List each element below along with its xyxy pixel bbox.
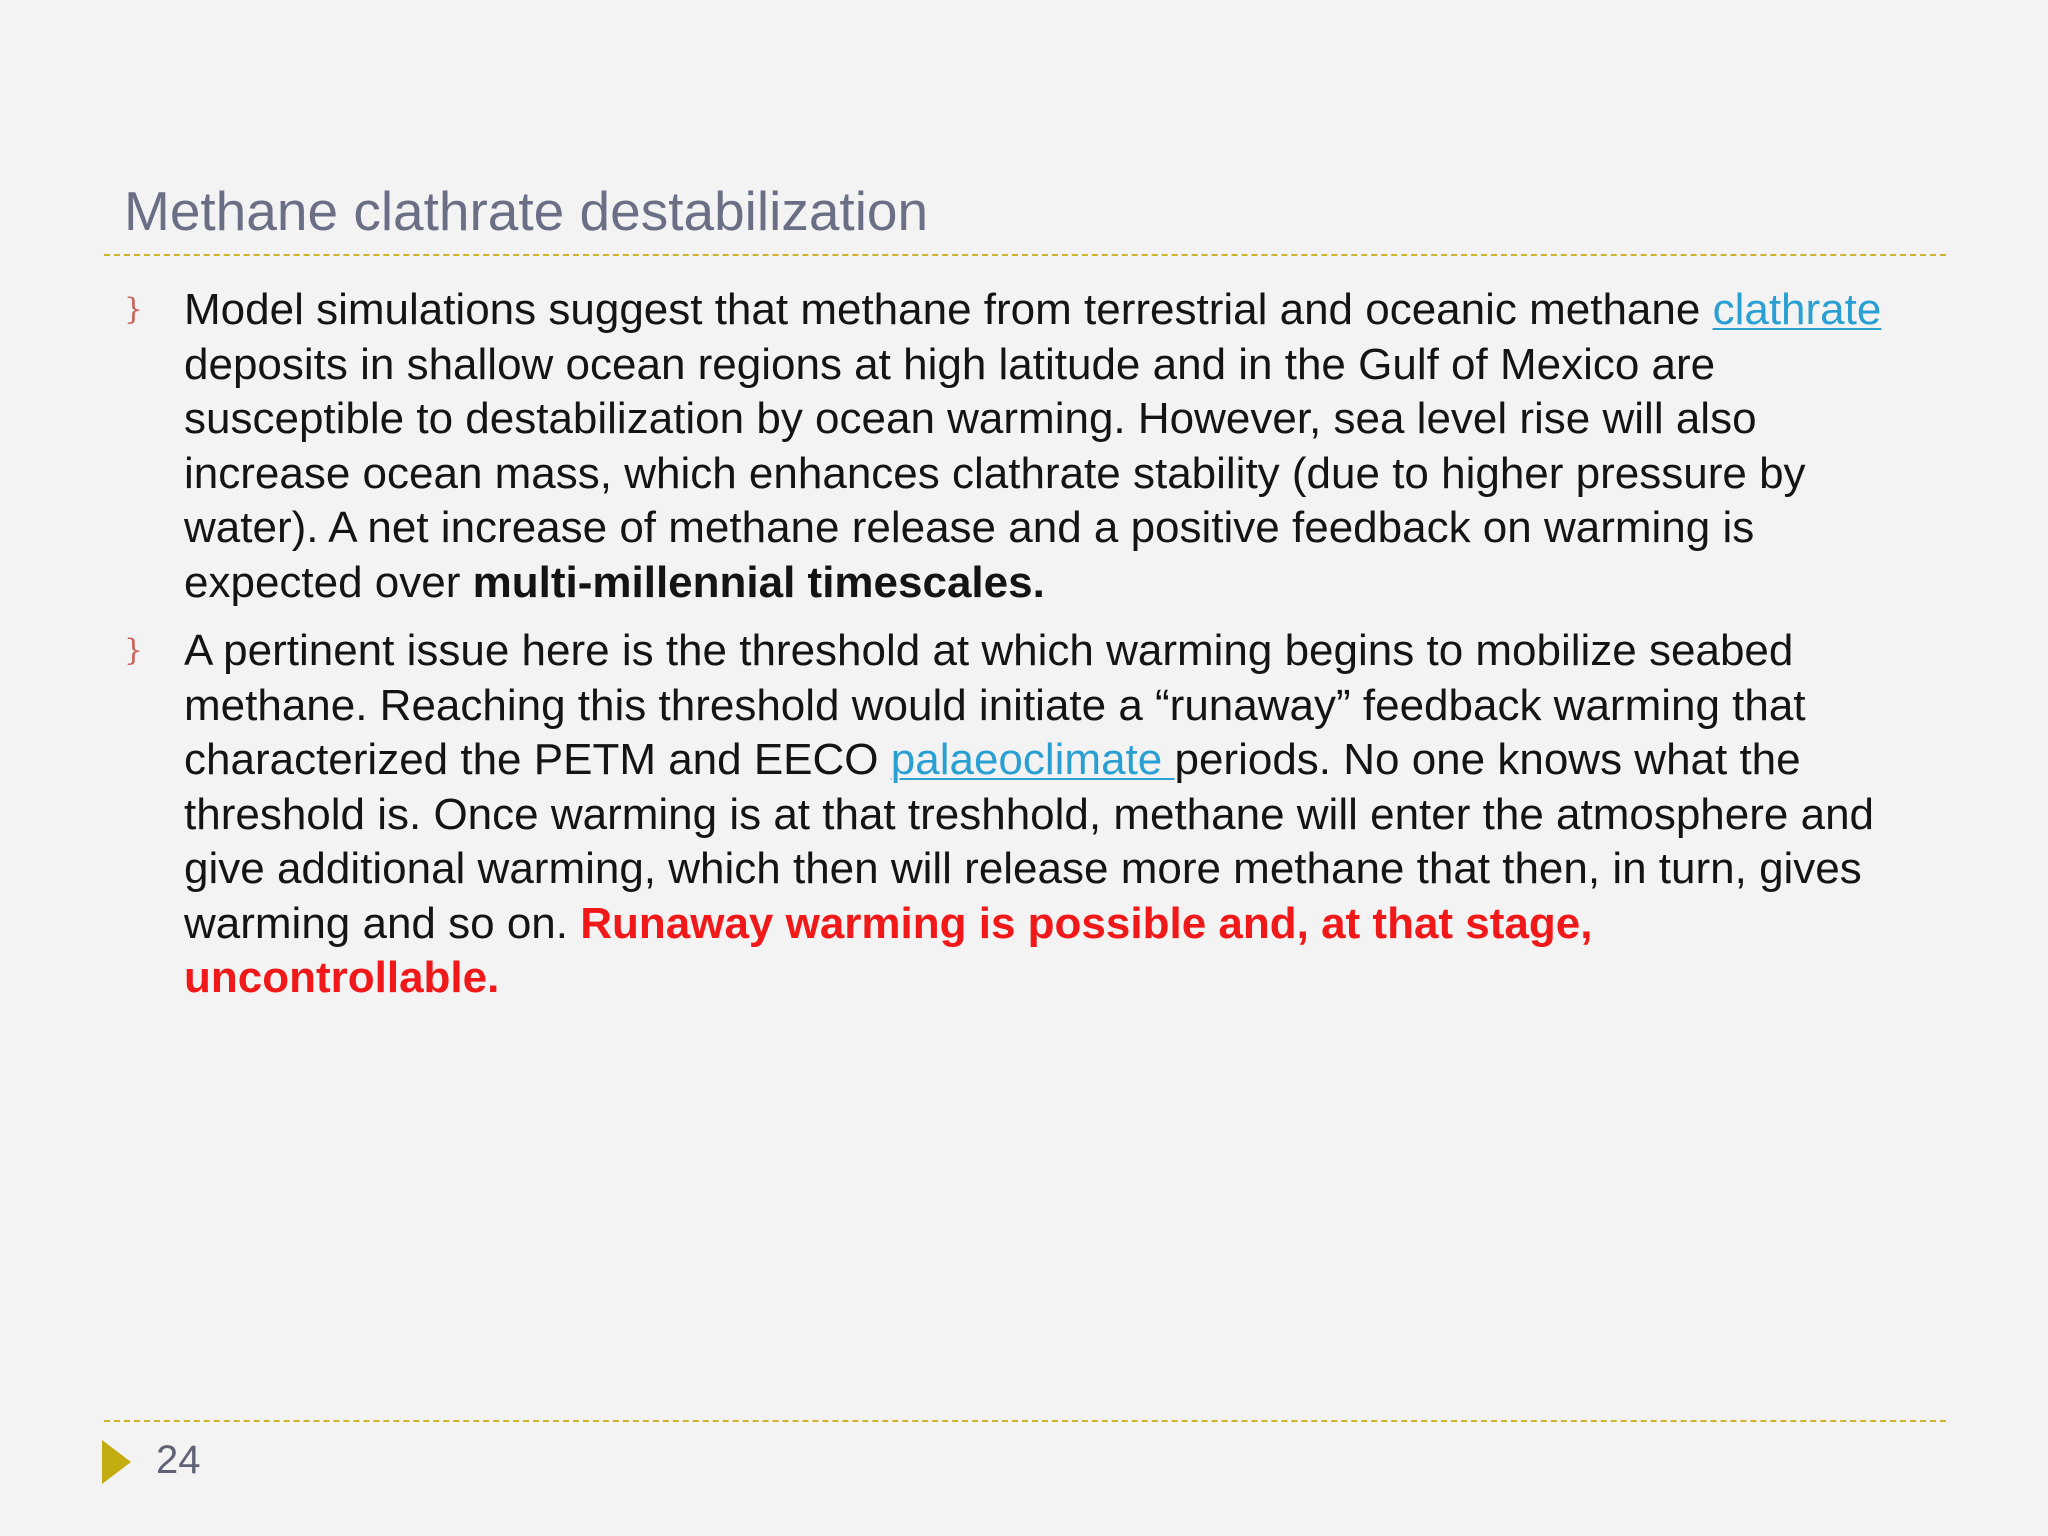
title-divider <box>104 254 1946 256</box>
bullet-text: Model simulations suggest that methane from terrestrial and oceanic methane <box>184 285 1713 334</box>
palaeoclimate-link[interactable]: palaeoclimate <box>890 735 1175 784</box>
bold-emphasis: multi-millennial timescales. <box>472 557 1045 607</box>
bullet-text-continued: deposits in shallow ocean regions at high latitude and in the Gulf of Mexico are susceptible to destabilization by ocean warming. However, sea level rise will also increase ocean mass, which enhances clathrate stability (due to higher pressure by water). A net increase of methane release and a positive feedback on warming is expected over <box>184 339 1806 607</box>
clathrate-link[interactable]: clathrate <box>1712 285 1882 334</box>
bullet-text-continued: periods. No one knows what the threshold is. Once warming is at that treshhold, methane will enter the atmosphere and give additional warming, which then will release more methane that then, in turn, gives warming and so on. <box>184 735 1875 948</box>
slide-title: Methane clathrate destabilization <box>124 180 929 242</box>
triangle-arrow-icon <box>102 1440 131 1484</box>
bullet-item-methane-simulations <box>124 283 1904 610</box>
footer-divider <box>104 1420 1946 1422</box>
bullet-marker: } <box>124 292 144 327</box>
bullet-marker: } <box>124 633 144 668</box>
bullet-list <box>124 283 1904 1006</box>
bullet-text: A pertinent issue here is the threshold at which warming begins to mobilize seabed methane. Reaching this threshold would initiate a “runaway” feedback warming that characterized the PETM and EECO <box>184 626 1806 784</box>
runaway-warning: Runaway warming is possible and, at that stage, uncontrollable. <box>184 898 1593 1002</box>
page-number: 24 <box>156 1438 201 1482</box>
bullet-item-threshold <box>124 624 1904 1006</box>
